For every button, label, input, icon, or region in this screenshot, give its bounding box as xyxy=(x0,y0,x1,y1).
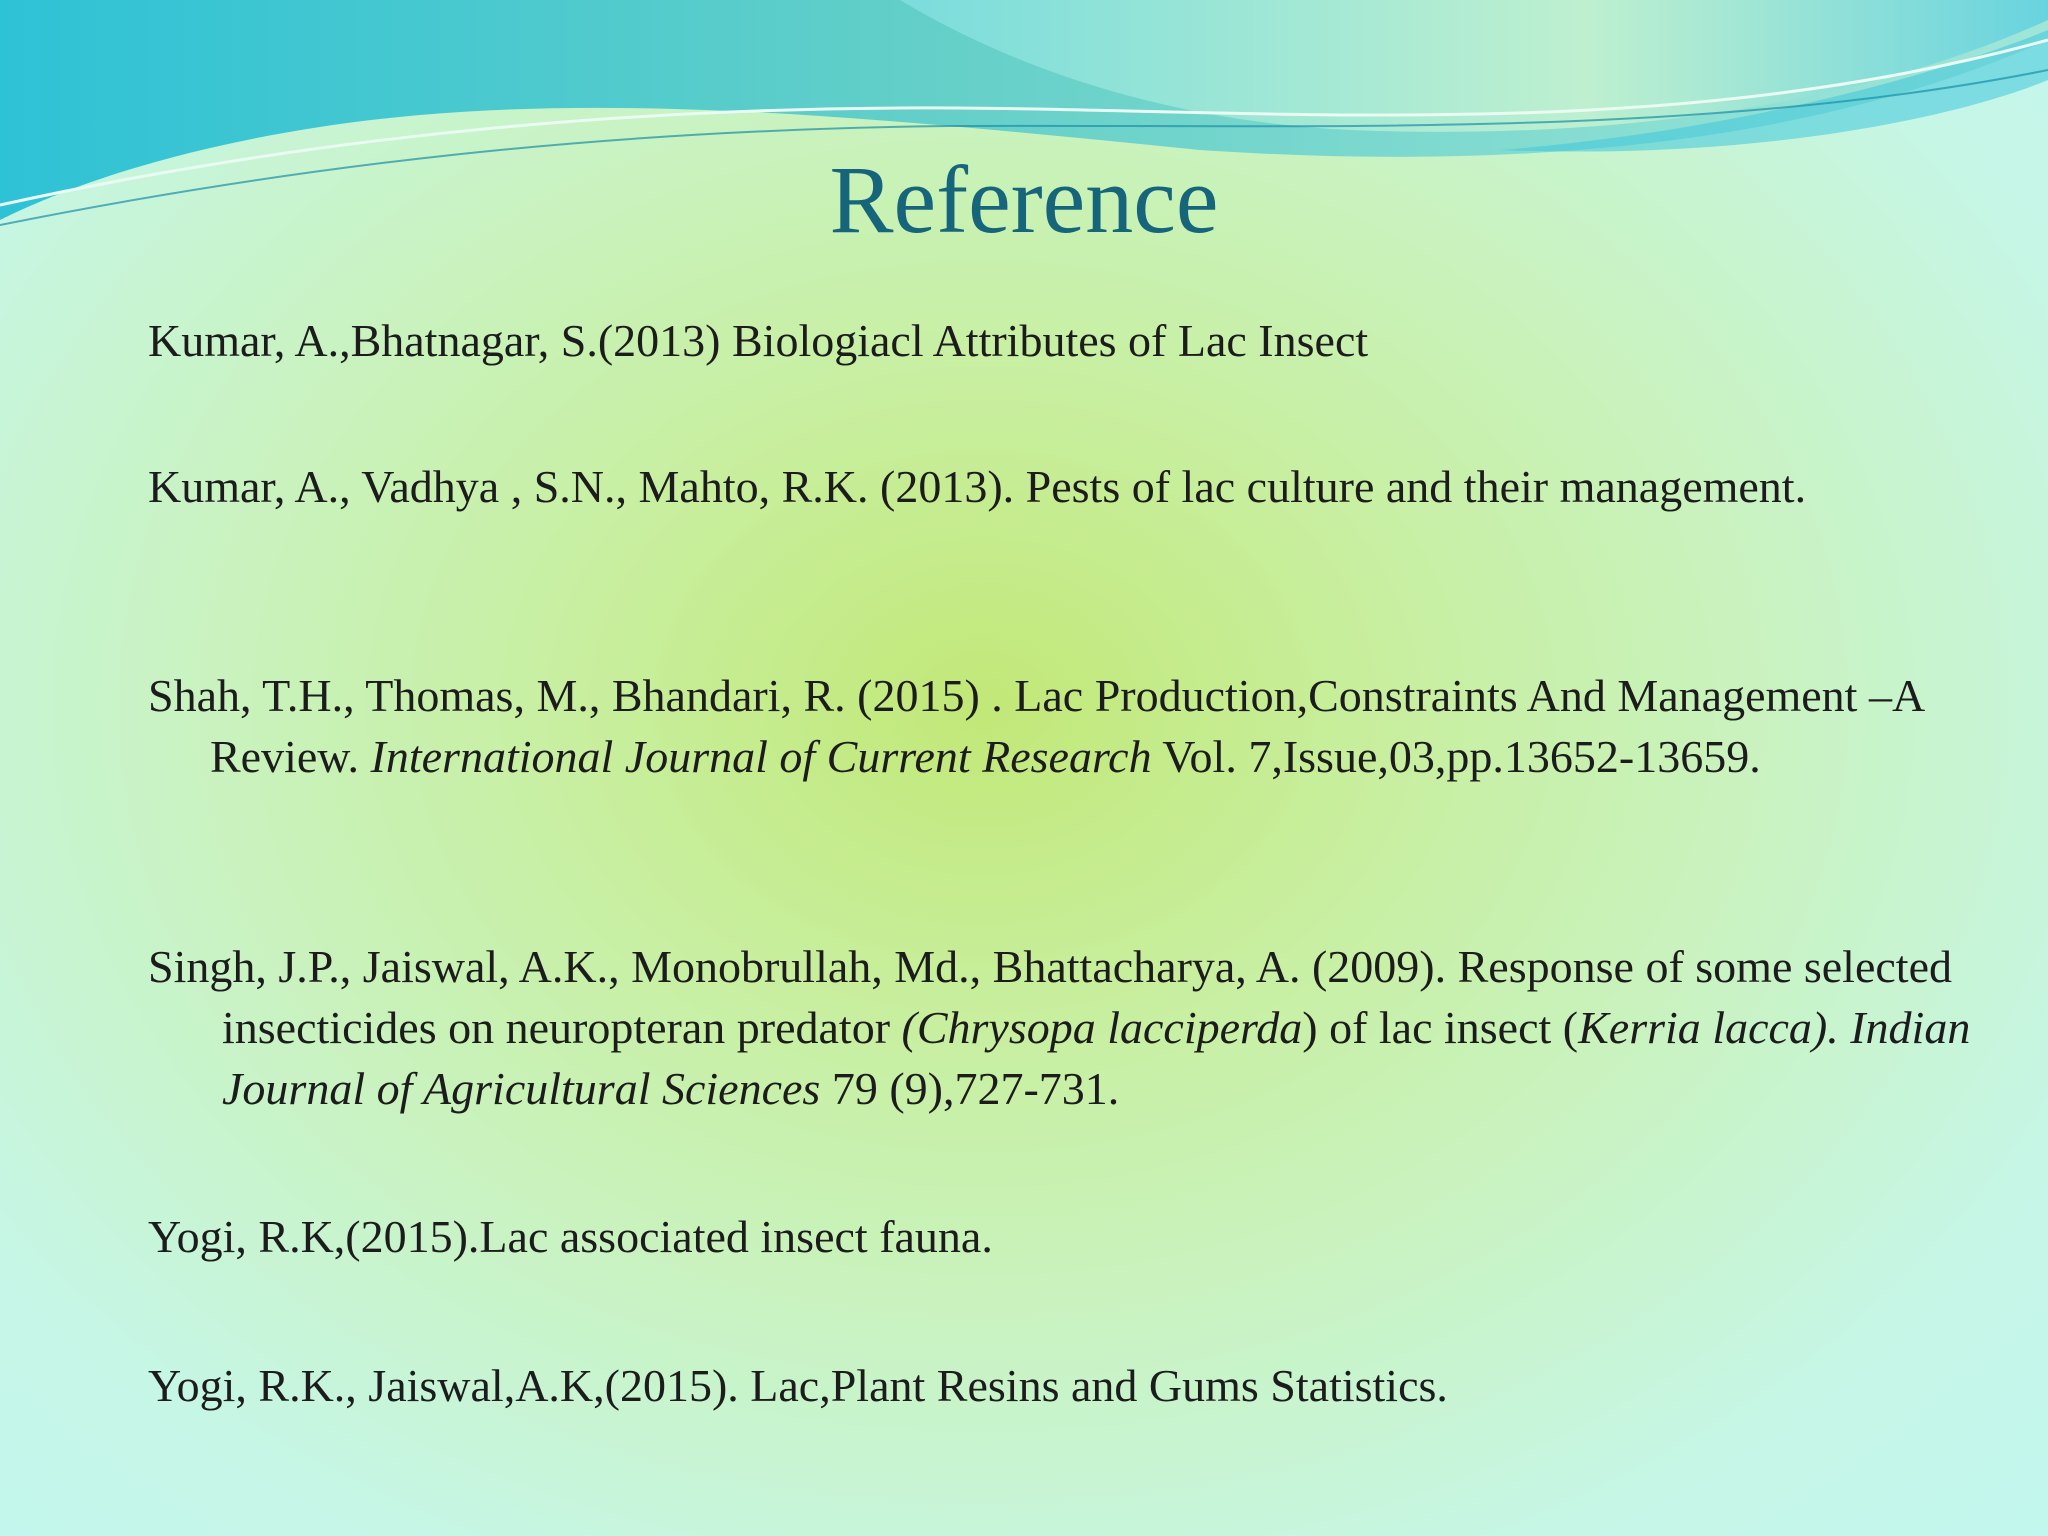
reference-text: Singh, J.P., Jaiswal, A.K., Monobrullah, Md., Bhattacharya, A. (2009). Response of some selected insecticides on neuropteran predator xyxy=(148,941,1952,1053)
reference-item xyxy=(148,936,1978,1119)
reference-text: Yogi, R.K., Jaiswal,A.K,(2015). Lac,Plant Resins and Gums Statistics. xyxy=(148,1360,1448,1411)
reference-text: ) of lac insect ( xyxy=(1302,1002,1579,1053)
reference-item xyxy=(148,1206,993,1267)
slide-title: Reference xyxy=(829,146,1219,253)
reference-text: Shah, T.H., Thomas, M., Bhandari, R. (2015) . Lac Production,Constraints And Management –A Review. xyxy=(148,670,1923,782)
journal-name: International Journal of Current Research xyxy=(370,731,1152,782)
reference-text: Vol. 7,Issue,03,pp.13652-13659. xyxy=(1151,731,1761,782)
species-name: (Chrysopa lacciperda xyxy=(901,1002,1303,1053)
reference-text: Yogi, R.K,(2015).Lac associated insect fauna. xyxy=(148,1211,993,1262)
reference-item xyxy=(148,1355,1448,1416)
reference-item xyxy=(148,456,1806,517)
journal-name: Kerria lacca). Indian Journal of Agricultural Sciences xyxy=(222,1002,1971,1114)
reference-item xyxy=(148,665,1978,787)
reference-item xyxy=(148,310,1368,371)
reference-text: Kumar, A.,Bhatnagar, S.(2013) Biologiacl Attributes of Lac Insect xyxy=(148,315,1369,366)
reference-text: 79 (9),727-731. xyxy=(820,1063,1120,1114)
reference-text: Kumar, A., Vadhya , S.N., Mahto, R.K. (2013). Pests of lac culture and their management. xyxy=(148,461,1807,512)
